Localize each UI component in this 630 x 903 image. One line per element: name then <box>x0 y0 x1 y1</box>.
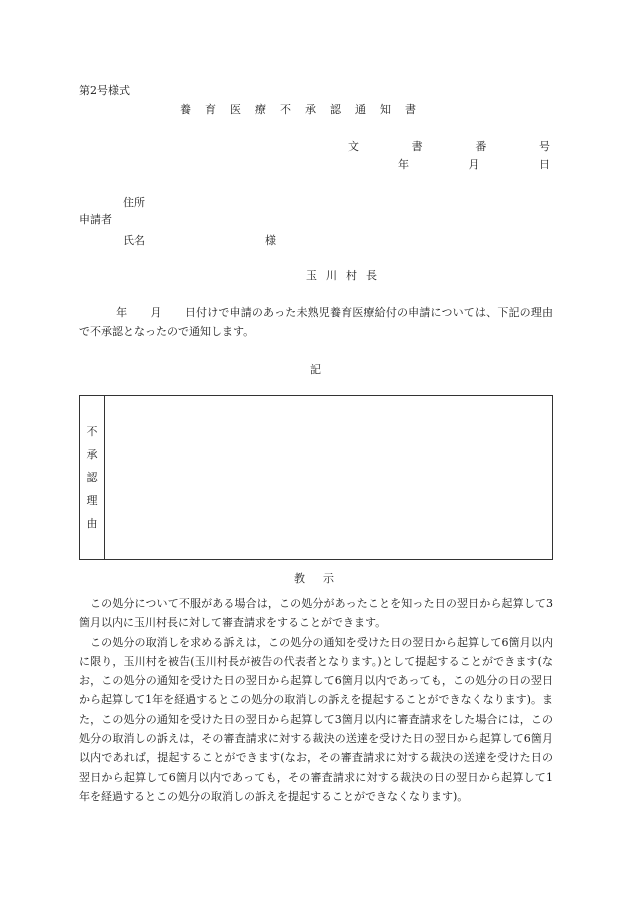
name-label: 氏名 <box>123 234 145 247</box>
issuer-name: 玉川村長 <box>306 269 386 282</box>
form-number: 第2号様式 <box>79 84 130 97</box>
rejection-reason-box <box>79 395 553 560</box>
reason-label-char: 承 <box>86 448 98 461</box>
document-number-label <box>348 138 550 154</box>
rejection-reason-content <box>105 396 552 559</box>
instruction-text <box>79 594 553 806</box>
notification-body <box>79 303 553 341</box>
instruction-paragraph: この処分の取消しを求める訴えは，この処分の通知を受けた日の翌日から起算して6箇月以内に限り，玉川村を被告(玉川村長が被告の代表者となります。)として提起することができます(なお，この処分の通知を受けた日の翌日から起算して6箇月以内であっても，この処分の日の翌日から起算して1年を経過するとこの処分の取消しの訴えを提起することができなくなります)。また，この処分の通知を受けた日の翌日から起算して3箇月以内に審査請求をした場合には，この処分の取消しの訴えは，その審査請求に対する裁決の送達を受けた日の翌日から起算して6箇月以内であれば，提起することができます(なお，その審査請求に対する裁決の送達を受けた日の翌日から起算して6箇月以内であっても，その審査請求に対する裁決の日の翌日から起算して1年を経過するとこの処分の取消しの訴えを提起することができなくなります)。 <box>79 635 553 803</box>
body-month: 月 <box>150 306 162 319</box>
rejection-reason-label <box>80 396 105 559</box>
document-number-char: 番 <box>475 140 487 153</box>
issue-date <box>398 156 550 172</box>
honorific: 様 <box>265 234 276 247</box>
reason-label-char: 由 <box>86 517 98 530</box>
record-heading: 記 <box>310 363 321 376</box>
applicant-label: 申請者 <box>79 213 112 226</box>
body-text: 日付けで申請のあった未熟児養育医療給付の申請については、下記の理由で不承認となったので通知します。 <box>79 306 553 338</box>
address-label: 住所 <box>123 196 145 209</box>
instruction-paragraph: この処分について不服がある場合は，この処分があったことを知った日の翌日から起算して3箇月以内に玉川村長に対して審査請求をすることができます。 <box>79 597 553 630</box>
reason-label-char: 不 <box>86 425 98 438</box>
document-number-char: 号 <box>538 140 550 153</box>
document-title: 養育医療不承認通知書 <box>180 103 430 116</box>
instruction-heading: 教示 <box>294 572 352 585</box>
reason-label-char: 認 <box>86 471 98 484</box>
date-year: 年 <box>398 158 409 171</box>
date-day: 日 <box>539 158 550 171</box>
date-month: 月 <box>468 158 480 171</box>
body-year: 年 <box>116 306 128 319</box>
document-number-char: 書 <box>411 140 423 153</box>
reason-label-char: 理 <box>86 494 98 507</box>
document-number-char: 文 <box>348 140 359 153</box>
